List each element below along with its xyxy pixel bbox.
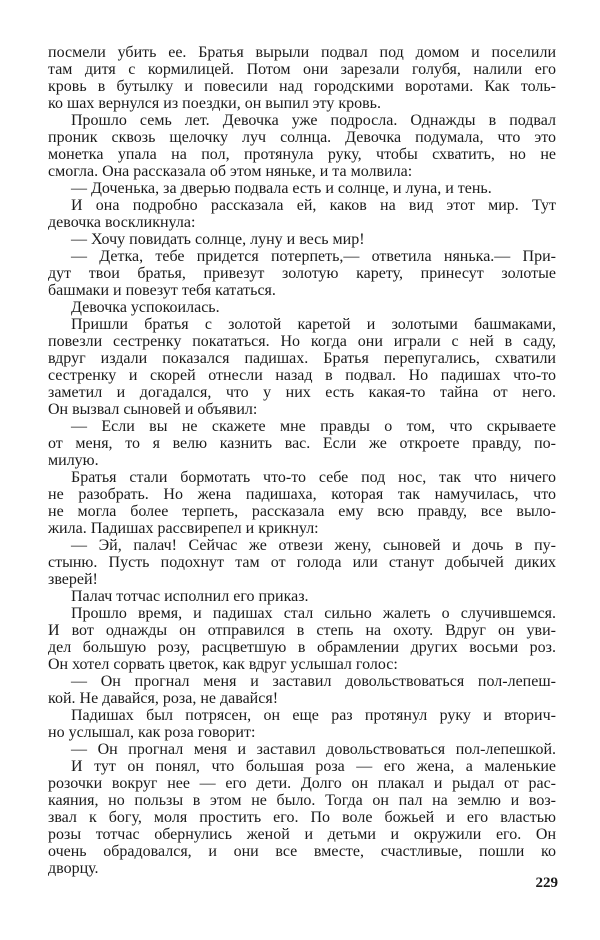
text-line: Он вызвал сыновей и объявил: (48, 401, 258, 418)
text-line: девочка воскликнула: (48, 214, 196, 231)
text-line: там дитя с кормилицей. Потом они зарезали голубя, налили его (48, 61, 556, 78)
text-line: розы тотчас обернулись женой и детьми и окружили его. Он (48, 826, 556, 843)
text-line: Пришли братья с золотой каретой и золотыми башмаками, (71, 316, 556, 333)
text-line: Палач тотчас исполнил его приказ. (71, 588, 309, 605)
text-line: не могла более терпеть, рассказала ему всю правду, все выло- (48, 503, 556, 520)
text-line: от меня, то я велю казнить вас. Если же откроете правду, по- (48, 435, 556, 452)
text-line: звал к богу, моля простить его. По воле божьей и его властью (48, 809, 556, 826)
text-line: — Если вы не скажете мне правды о том, что скрываете (71, 418, 556, 435)
text-line: Падишах был потрясен, он еще раз протянул руку и вторич- (71, 707, 556, 724)
text-line: не разобрать. Но жена падишаха, которая так намучилась, что (48, 486, 556, 503)
text-line: ко шах вернулся из поездки, он выпил эту кровь. (48, 95, 381, 112)
text-line: — Он прогнал меня и заставил довольствоваться пол-лепешкой. (71, 741, 556, 758)
text-line: стыню. Пусть подохнут там от голода или станут добычей диких (48, 554, 556, 571)
text-line: Прошло время, и падишах стал сильно жалеть о случившемся. (71, 605, 556, 622)
text-line: Прошло семь лет. Девочка уже подросла. Однажды в подвал (71, 112, 556, 129)
text-line: но услышал, как роза говорит: (48, 724, 256, 741)
text-line: Девочка успокоилась. (71, 299, 220, 316)
text-line: милую. (48, 452, 99, 469)
text-line: кой. Не давайся, роза, не давайся! (48, 690, 279, 707)
text-line: зверей! (48, 571, 98, 588)
text-line: жила. Падишах рассвирепел и крикнул: (48, 520, 319, 537)
text-line: Братья стали бормотать что-то себе под нос, так что ничего (71, 469, 556, 486)
text-line: кровь в бутылку и повесили над городскими воротами. Как толь- (48, 78, 556, 95)
text-line: — Доченька, за дверью подвала есть и солнце, и луна, и тень. (71, 180, 492, 197)
text-line: посмели убить ее. Братья вырыли подвал под домом и поселили (48, 44, 556, 61)
text-line: дворцу. (48, 860, 99, 877)
text-line: дут твои братья, привезут золотую карету, принесут золотые (48, 265, 556, 282)
text-line: И она подробно рассказала ей, каков на вид этот мир. Тут (71, 197, 556, 214)
text-line: очень обрадовался, и они все вместе, счастливые, пошли ко (48, 843, 556, 860)
text-line: монетка упала на пол, протянула руку, чтобы схватить, но не (48, 146, 556, 163)
page-body-text (48, 44, 556, 877)
text-line: — Эй, палач! Сейчас же отвези жену, сыновей и дочь в пу- (71, 537, 556, 554)
text-line: каяния, но пользы в этом не было. Тогда он пал на землю и воз- (48, 792, 556, 809)
text-line: И вот однажды он отправился в степь на охоту. Вдруг он уви- (48, 622, 556, 639)
text-line: Он хотел сорвать цветок, как вдруг услышал голос: (48, 656, 398, 673)
text-line: проник сквозь щелочку луч солнца. Девочка подумала, что это (48, 129, 556, 146)
text-line: дел большую розу, расцветшую в обрамлении других восьми роз. (48, 639, 556, 656)
page-number: 229 (535, 875, 558, 891)
text-line: — Он прогнал меня и заставил довольствоваться пол-лепеш- (71, 673, 556, 690)
text-line: розочки вокруг нее — его дети. Долго он плакал и рыдал от рас- (48, 775, 556, 792)
text-line: смогла. Она рассказала об этом няньке, и та молвила: (48, 163, 413, 180)
text-line: И тут он понял, что большая роза — его жена, а маленькие (71, 758, 556, 775)
text-line: — Хочу повидать солнце, луну и весь мир! (71, 231, 365, 248)
text-line: башмаки и повезут тебя кататься. (48, 282, 276, 299)
text-line: — Детка, тебе придется потерпеть,— ответила нянька.— При- (71, 248, 556, 265)
text-line: вдруг издали показался падишах. Братья перепугались, схватили (48, 350, 556, 367)
text-line: сестренку и скорей отнесли назад в подвал. Но падишах что-то (48, 367, 556, 384)
text-line: повезли сестренку покататься. Но когда они играли с ней в саду, (48, 333, 556, 350)
text-line: заметил и догадался, что у них есть какая-то тайна от него. (48, 384, 556, 401)
